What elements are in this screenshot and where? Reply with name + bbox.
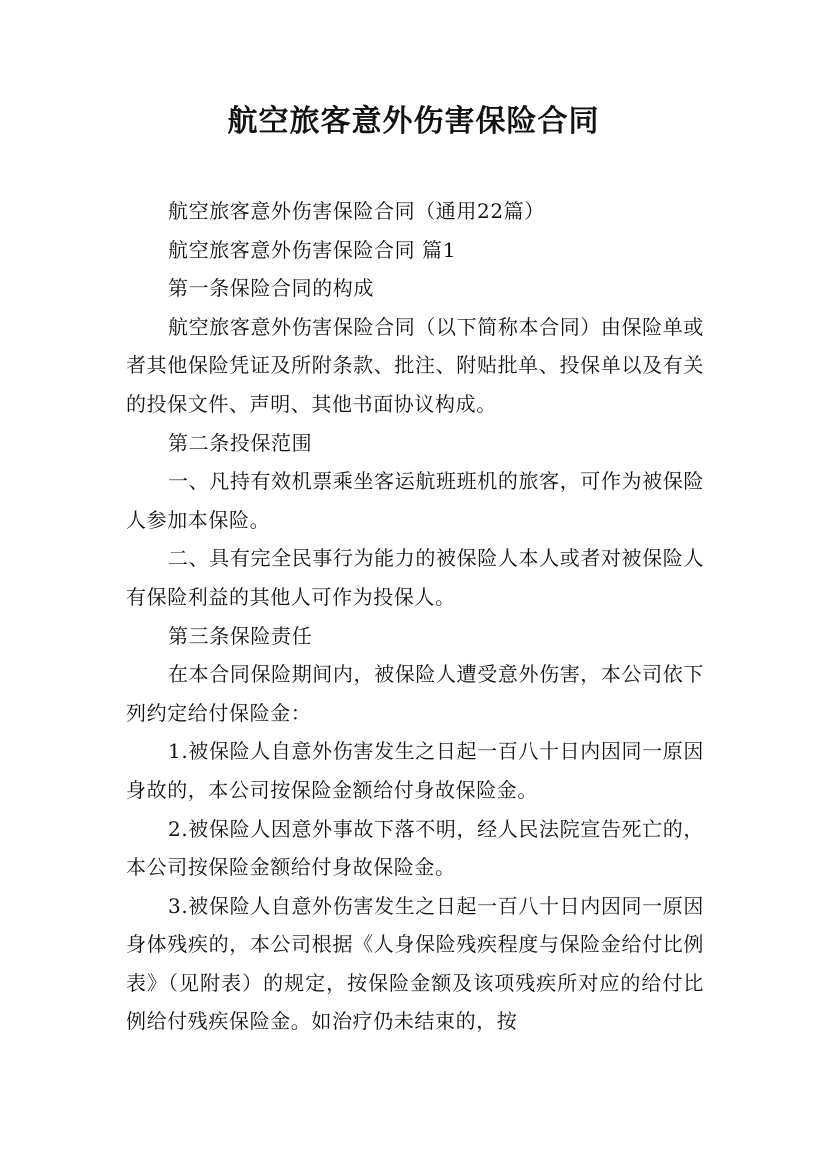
document-body [126,192,704,1041]
paragraph-section-heading: 航空旅客意外伤害保险合同 篇1 [168,237,457,262]
paragraph-article-1-heading: 第一条保险合同的构成 [168,276,374,301]
paragraph-article-3-item-1: 1.被保险人自意外伤害发生之日起一百八十日内因同一原因身故的，本公司按保险金额给付身故保险金。 [126,739,704,802]
paragraph-article-3-heading: 第三条保险责任 [168,623,313,648]
paragraph-article-2-item-2: 二、具有完全民事行为能力的被保险人本人或者对被保险人有保险利益的其他人可作为投保人。 [126,546,704,609]
paragraph-subtitle: 航空旅客意外伤害保险合同（通用22篇） [168,199,545,223]
paragraph-article-1-body: 航空旅客意外伤害保险合同（以下简称本合同）由保险单或者其他保险凭证及所附条款、批注、附贴批单、投保单以及有关的投保文件、声明、其他书面协议构成。 [126,314,704,416]
paragraph-article-3-item-2: 2.被保险人因意外事故下落不明，经人民法院宣告死亡的，本公司按保险金额给付身故保险金。 [126,816,704,880]
paragraph-article-2-item-1: 一、凡持有效机票乘坐客运航班班机的旅客，可作为被保险人参加本保险。 [126,469,704,532]
paragraph-article-3-item-3: 3.被保险人自意外伤害发生之日起一百八十日内因同一原因身体残疾的，本公司根据《人身保险残疾程度与保险金给付比例表》（见附表）的规定，按保险金额及该项残疾所对应的给付比例给付残疾保险金。如治疗仍未结束的，按 [126,893,704,1034]
paragraph-article-3-intro: 在本合同保险期间内，被保险人遭受意外伤害，本公司依下列约定给付保险金： [126,662,704,725]
paragraph-article-2-heading: 第二条投保范围 [168,430,313,455]
document-title: 航空旅客意外伤害保险合同 [227,104,600,139]
